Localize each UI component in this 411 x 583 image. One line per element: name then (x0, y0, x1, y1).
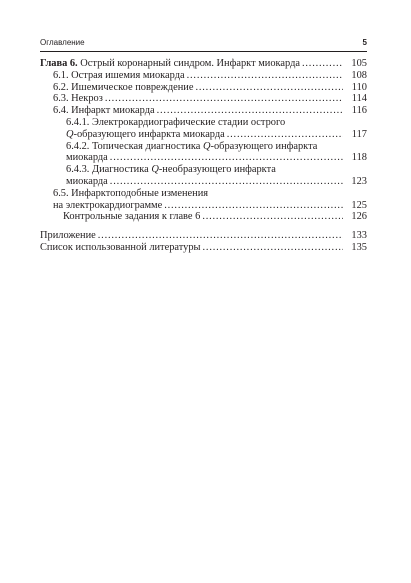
toc-page-number: 126 (351, 211, 367, 223)
toc-entry[interactable] (40, 188, 367, 212)
dot-leader (302, 58, 343, 70)
toc-page-number: 125 (351, 199, 367, 211)
toc-entry-text: Контрольные задания к главе 6 (63, 211, 201, 223)
toc-page-number: 108 (351, 69, 367, 81)
toc-entry-text: 6.3. Некроз (53, 93, 103, 105)
toc-page-number: 116 (351, 105, 367, 117)
dot-leader (105, 93, 343, 105)
toc-entry-title (66, 176, 108, 188)
toc-entry-text: Список использованной литературы (40, 241, 201, 253)
toc-entry-title (53, 200, 162, 212)
toc-entry-text: миокарда (66, 175, 108, 187)
toc-entry-last-line (66, 152, 345, 164)
toc-gap (40, 223, 367, 230)
running-head-page-number: 5 (362, 38, 367, 47)
toc-entry-last-line (63, 211, 345, 223)
toc-entry-last-line (53, 82, 345, 94)
toc-entry-title (66, 152, 108, 164)
toc-entry-last-line (53, 70, 345, 82)
toc-entry-text: 6.4. Инфаркт миокарда (53, 105, 155, 117)
toc-entry[interactable] (40, 242, 367, 254)
toc-page-number: 110 (351, 81, 367, 93)
toc-entry-title (53, 82, 193, 94)
dot-leader (98, 230, 343, 242)
dot-leader (187, 70, 343, 82)
toc-entry-title (40, 242, 201, 254)
toc-entry-title (40, 58, 300, 70)
toc-entry-title (66, 117, 285, 128)
toc-page-number: 118 (351, 152, 367, 164)
dot-leader (157, 105, 343, 117)
toc-entry-title (53, 93, 103, 105)
toc-entry-text: 6.4.3. Диагностика Q-необразующего инфаркта (66, 164, 276, 176)
toc-entry[interactable] (40, 70, 367, 82)
toc-entry-text: 6.4.1. Электрокардиографические стадии острого (66, 116, 286, 128)
toc-entry[interactable] (40, 117, 367, 141)
toc-page-number: 117 (351, 128, 367, 140)
toc-entry-text: Приложение (40, 230, 96, 242)
toc-entry-title (66, 164, 276, 175)
toc-entry-title (66, 141, 317, 152)
toc-entry[interactable] (40, 93, 367, 105)
toc-entry-last-line (53, 93, 345, 105)
toc-entry-title (53, 188, 208, 199)
toc-entry-last-line (53, 200, 345, 212)
toc-entry-line (66, 141, 345, 153)
toc-entry-text: Q-образующего инфаркта миокарда (66, 128, 225, 140)
dot-leader (164, 200, 343, 212)
toc-entry-text: миокарда (66, 152, 108, 164)
dot-leader (110, 152, 343, 164)
toc-page-number: 105 (351, 58, 367, 69)
chapter-label: Глава 6. (40, 58, 78, 69)
toc-entry-title (40, 230, 96, 242)
toc-entry-title (63, 211, 200, 223)
toc-entry-text: 6.5. Инфарктоподобные изменения (53, 187, 209, 199)
toc-entry-last-line (53, 105, 345, 117)
toc-entry-line (53, 188, 345, 200)
toc-page-number: 133 (351, 230, 367, 242)
toc-entry[interactable] (40, 211, 367, 223)
header-rule (40, 51, 367, 52)
toc-entry-text: 6.2. Ишемическое повреждение (53, 81, 194, 93)
toc-entry[interactable] (40, 164, 367, 188)
toc-entry[interactable] (40, 141, 367, 165)
toc-entry-text: Острый коронарный синдром. Инфаркт миокарда (80, 58, 301, 69)
toc-entry-text: на электрокардиограмме (53, 199, 163, 211)
toc-page-number: 123 (351, 175, 367, 187)
dot-leader (202, 211, 343, 223)
toc-entry-text: 6.4.2. Топическая диагностика Q-образующего инфаркта (66, 140, 318, 152)
running-head (40, 37, 367, 49)
toc-entry-text: 6.1. Острая ишемия миокарда (53, 69, 185, 81)
dot-leader (203, 242, 343, 254)
running-head-section: Оглавление (40, 38, 85, 47)
toc-entry-last-line (66, 129, 345, 141)
dot-leader (110, 176, 343, 188)
toc-page-number: 135 (351, 241, 367, 253)
toc-entry[interactable] (40, 58, 367, 70)
toc-entry-last-line (40, 230, 345, 242)
toc-entry-line (66, 164, 345, 176)
toc-entry[interactable] (40, 105, 367, 117)
toc-entry-title (53, 105, 155, 117)
toc-entry-line (66, 117, 345, 129)
toc-entry-title (53, 70, 185, 82)
dot-leader (195, 82, 343, 94)
toc-entry-last-line (40, 58, 345, 70)
dot-leader (227, 129, 343, 141)
toc-entry-title (66, 129, 225, 141)
toc-page-number: 114 (351, 93, 367, 105)
toc-entry[interactable] (40, 82, 367, 94)
table-of-contents (40, 58, 367, 254)
toc-entry[interactable] (40, 230, 367, 242)
toc-entry-last-line (66, 176, 345, 188)
toc-entry-last-line (40, 242, 345, 254)
